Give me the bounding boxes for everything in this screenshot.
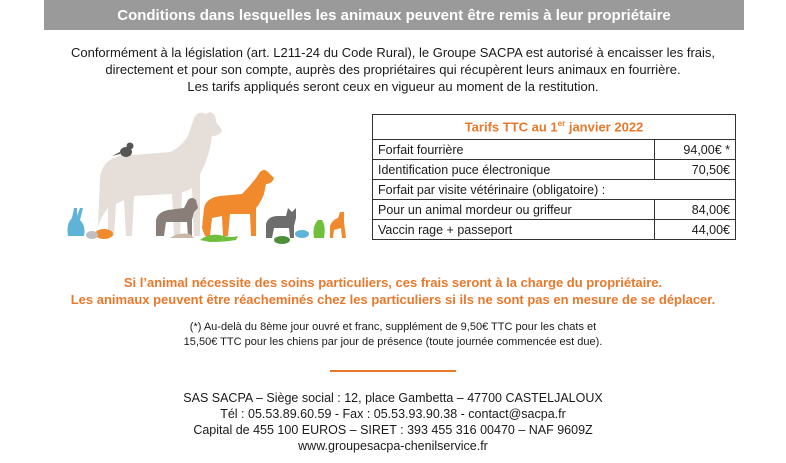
care-notice [30,274,756,308]
notice-line: Si l’animal nécessite des soins particuliers, ces frais seront à la charge du propriétaire. [123,275,663,290]
website-link[interactable]: www.groupesacpa-chenilservice.fr [298,439,488,453]
banner-title: Conditions dans lesquelles les animaux peuvent être remis à leur propriétaire [117,6,671,24]
tarifs-title: Tarifs TTC au 1er janvier 2022 [373,115,736,140]
footnote [30,320,756,350]
tarifs-table [372,114,736,240]
tarif-label: Identification puce électronique [373,160,655,180]
tarif-label: Forfait fourrière [373,140,655,160]
intro-line: Conformément à la législation (art. L211-24 du Code Rural), le Groupe SACPA est autorisé à encaisser les frais, [70,45,716,60]
tarif-label: Pour un animal mordeur ou griffeur [373,200,655,220]
tarif-label: Vaccin rage + passeport [373,220,655,240]
table-row [373,160,736,180]
contact-line: Tél : 05.53.89.60.59 - Fax : 05.53.93.90.38 - contact@sacpa.fr [220,407,566,421]
table-row [373,180,736,200]
company-address [30,390,756,454]
footnote-line: 15,50€ TTC pour les chiens par jour de présence (toute journée commencée est due). [183,336,603,348]
divider [330,370,456,372]
tarif-price: 94,00€ * [655,140,736,160]
footnote-line: (*) Au-delà du 8ème jour ouvré et franc, supplément de 9,50€ TTC pour les chats et [189,321,597,333]
intro-line: Les tarifs appliqués seront ceux en vigueur au moment de la restitution. [187,79,599,94]
tarif-price: 44,00€ [655,220,736,240]
section-banner [44,0,744,30]
intro-paragraph [30,44,756,95]
intro-line: directement et pour son compte, auprès des propriétaires qui récupèrent leurs animaux en fourrière. [105,62,681,77]
table-row [373,220,736,240]
legal-line: Capital de 455 100 EUROS – SIRET : 393 455 316 00470 – NAF 9609Z [193,423,593,437]
tarif-price: 84,00€ [655,200,736,220]
tarif-price: 70,50€ [655,160,736,180]
animals-illustration-icon [60,108,350,248]
table-row [373,200,736,220]
tarif-label: Forfait par visite vétérinaire (obligatoire) : [373,180,736,200]
address-line: SAS SACPA – Siège social : 12, place Gambetta – 47700 CASTELJALOUX [183,391,603,405]
notice-line: Les animaux peuvent être réacheminés chez les particuliers si ils ne sont pas en mesure de se déplacer. [70,292,716,307]
table-row [373,140,736,160]
